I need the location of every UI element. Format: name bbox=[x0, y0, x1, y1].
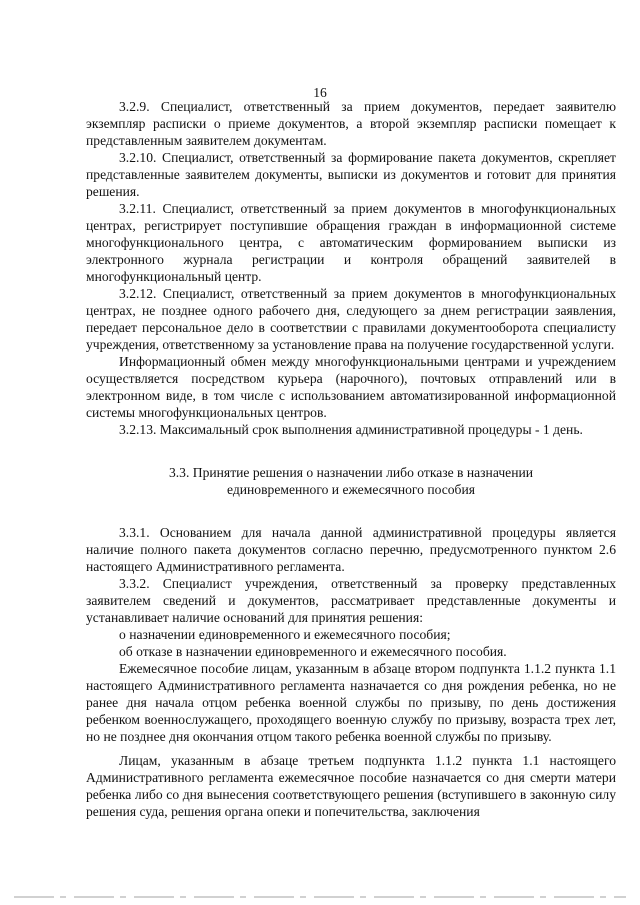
paragraph-3-3-2: 3.3.2. Специалист учреждения, ответственный за проверку представленных заявителем сведений и документов, рассматривает представленные документы и устанавливает наличие оснований для принятия решения: bbox=[86, 576, 616, 625]
paragraph-3-2-10: 3.2.10. Специалист, ответственный за формирование пакета документов, скрепляет представленные заявителем документы, выписки из документов и готовит для принятия решения. bbox=[86, 150, 616, 199]
paragraph-3-2-9: 3.2.9. Специалист, ответственный за прием документов, передает заявителю экземпляр расписки о приеме документов, а второй экземпляр расписки помещает к представленным заявителем документам. bbox=[86, 99, 616, 148]
paragraph-option-refuse: об отказе в назначении единовременного и ежемесячного пособия. bbox=[119, 644, 507, 659]
document-body bbox=[86, 98, 616, 820]
page-number: 16 bbox=[313, 85, 327, 100]
paragraph-3-2-11: 3.2.11. Специалист, ответственный за прием документов в многофункциональных центрах, регистрирует поступившие обращения граждан в информационной системе многофункционального центра, с автоматическим формированием выписки из электронного журнала регистрации и контроля обращений заявителей в многофункциональный центр. bbox=[86, 201, 616, 284]
paragraph-3-2-13: 3.2.13. Максимальный срок выполнения административной процедуры - 1 день. bbox=[119, 422, 583, 437]
section-heading-3-3 bbox=[86, 464, 616, 498]
paragraph-3-2-12: 3.2.12. Специалист, ответственный за прием документов в многофункциональных центрах, не позднее одного рабочего дня, следующего за днем регистрации заявления, передает персональное дело в соответствии с правилами документооборота специалисту учреждения, ответственному за установление права на получение государственной услуги. bbox=[86, 286, 616, 352]
section-heading-line-1: 3.3. Принятие решения о назначении либо отказе в назначении bbox=[168, 465, 534, 480]
paragraph-option-approve: о назначении единовременного и ежемесячного пособия; bbox=[119, 627, 451, 642]
scan-footer-artifact bbox=[14, 896, 626, 898]
paragraph-spacer bbox=[86, 745, 616, 752]
section-heading-line-2: единовременного и ежемесячного пособия bbox=[226, 482, 476, 497]
paragraph-3-3-1: 3.3.1. Основанием для начала данной административной процедуры является наличие полного пакета документов согласно перечню, предусмотренного пунктом 2.6 настоящего Административного регламента. bbox=[86, 525, 616, 574]
paragraph-monthly-allowance: Ежемесячное пособие лицам, указанным в абзаце втором подпункта 1.1.2 пункта 1.1 настоящего Административного регламента назначается со дня рождения ребенка, но не ранее дня начала отцом ребенка военной службы по призыву, по день достижения ребенком военнослужащего, проходящего военную службу по призыву, возраста трех лет, но не позднее дня окончания отцом такого ребенка военной службы по призыву. bbox=[86, 661, 616, 744]
paragraph-info-exchange: Информационный обмен между многофункциональными центрами и учреждением осуществляется посредством курьера (нарочного), почтовых отправлений или в электронном виде, в том числе с использованием автоматизированной информационной системы многофункциональных центров. bbox=[86, 354, 616, 420]
paragraph-monthly-allowance-mother: Лицам, указанным в абзаце третьем подпункта 1.1.2 пункта 1.1 настоящего Административного регламента ежемесячное пособие назначается со дня смерти матери ребенка либо со дня вынесения соответствующего решения (вступившего в законную силу решения суда, решения органа опеки и попечительства, заключения bbox=[86, 753, 616, 819]
